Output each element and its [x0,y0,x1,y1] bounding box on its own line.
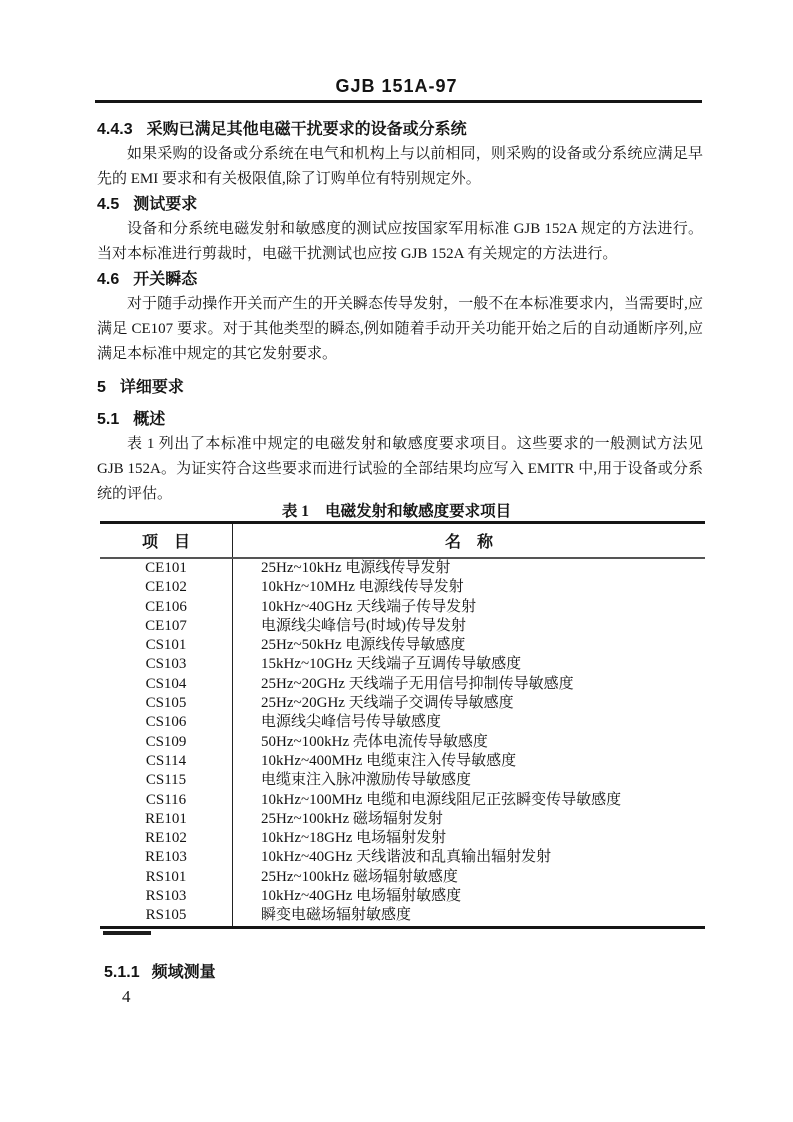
table-row [100,868,705,887]
table-bottom-rule-fragment [103,931,151,935]
section-heading-4-6 [97,267,703,292]
section-title: 采购已满足其他电磁干扰要求的设备或分系统 [146,121,467,138]
item-name-cell: 电缆束注入脉冲激励传导敏感度 [261,772,472,789]
table-row [100,636,705,655]
section-heading-5-1-1 [104,960,216,985]
item-code-cell: CS106 [100,713,233,732]
table-row [100,675,705,694]
item-name-cell: 25Hz~20GHz 天线端子无用信号抑制传导敏感度 [261,675,574,692]
item-name-cell: 15kHz~10GHz 天线端子互调传导敏感度 [261,656,522,673]
section-heading-5-1 [97,407,703,432]
item-name-cell: 10kHz~40GHz 天线谐波和乱真输出辐射发射 [261,849,552,866]
table-row [100,733,705,752]
item-name-cell: 10kHz~100MHz 电缆和电源线阻尼正弦瞬变传导敏感度 [261,791,622,808]
table-caption-text: 电磁发射和敏感度要求项目 [325,503,512,520]
item-name-cell: 瞬变电磁场辐射敏感度 [261,907,412,924]
section-number: 4.6 [97,271,120,288]
item-name-cell: 25Hz~20GHz 天线端子交调传导敏感度 [261,695,514,712]
item-name-cell: 10kHz~40GHz 电场辐射敏感度 [261,888,462,905]
item-code-cell: CE107 [100,617,233,636]
table-body [100,558,705,927]
item-code-cell: RS101 [100,868,233,887]
table-caption-label: 表 1 [281,503,310,520]
requirements-table-wrap [100,521,705,929]
paragraph-4-5: 设备和分系统电磁发射和敏感度的测试应按国家军用标准 GJB 152A 规定的方法进行。当对本标准进行剪裁时，电磁干扰测试也应按 GJB 152A 有关规定的方法进行。 [97,221,703,262]
table-row [100,655,705,674]
table-row [100,906,705,927]
item-name-cell: 25Hz~10kHz 电源线传导发射 [261,560,451,576]
table-row [100,791,705,810]
table-caption [0,499,793,521]
doc-code: GJB 151A-97 [335,76,458,96]
document-body [97,117,703,507]
table-row [100,810,705,829]
table-row [100,713,705,732]
item-name-cell: 25Hz~100kHz 磁场辐射发射 [261,810,443,827]
table-row [100,578,705,597]
item-code-cell: CS114 [100,752,233,771]
item-name-cell: 电源线尖峰信号传导敏感度 [261,714,442,731]
item-code-cell: RE103 [100,848,233,867]
table-row [100,752,705,771]
section-heading-4-4-3 [97,117,703,142]
item-code-cell: CS101 [100,636,233,655]
item-name-cell: 10kHz~10MHz 电源线传导发射 [261,579,464,596]
table-header-item: 项 目 [100,523,233,559]
table-row [100,771,705,790]
item-code-cell: CS115 [100,771,233,790]
section-number: 4.5 [97,196,120,213]
section-number: 4.4.3 [97,121,133,138]
section-title: 测试要求 [133,196,198,213]
table-header-name: 名 称 [233,523,706,559]
page-number: 4 [122,987,131,1006]
paragraph-5-1: 表 1 列出了本标准中规定的电磁发射和敏感度要求项目。这些要求的一般测试方法见 GJB 152A。为证实符合这些要求而进行试验的全部结果均应写入 EMITR 中,用于设备或分系统的评估。 [97,436,703,502]
item-name-cell: 10kHz~40GHz 天线端子传导发射 [261,598,477,615]
item-name-cell: 10kHz~18GHz 电场辐射发射 [261,830,447,847]
item-code-cell: CE102 [100,578,233,597]
section-title: 详细要求 [119,379,184,396]
item-code-cell: CE106 [100,598,233,617]
section-title: 开关瞬态 [133,271,198,288]
item-name-cell: 电源线尖峰信号(时域)传导发射 [261,617,466,634]
section-number: 5.1 [97,411,120,428]
paragraph-4-4-3: 如果采购的设备或分系统在电气和机构上与以前相同，则采购的设备或分系统应满足早先的 EMI 要求和有关极限值,除了订购单位有特别规定外。 [97,146,703,187]
item-code-cell: RS105 [100,906,233,927]
section-heading-4-5 [97,192,703,217]
paragraph-4-6: 对于随手动操作开关而产生的开关瞬态传导发射，一般不在本标准要求内，当需要时,应满足 CE107 要求。对于其他类型的瞬态,例如随着手动开关功能开始之后的自动通断序列,应满足本标准中规定的其它发射要求。 [97,296,703,362]
table-row [100,598,705,617]
item-code-cell: CS105 [100,694,233,713]
section-number: 5 [97,379,106,396]
table-header-row [100,523,705,559]
section-heading-5 [97,375,703,400]
item-code-cell: RE101 [100,810,233,829]
item-name-cell: 25Hz~50kHz 电源线传导敏感度 [261,637,466,654]
item-code-cell: CE101 [100,558,233,578]
table-row [100,848,705,867]
item-name-cell: 10kHz~400MHz 电缆束注入传导敏感度 [261,752,517,769]
table-row [100,887,705,906]
item-code-cell: CS103 [100,655,233,674]
table-row [100,829,705,848]
table-row [100,694,705,713]
item-code-cell: CS116 [100,791,233,810]
requirements-table [100,521,705,929]
item-code-cell: CS109 [100,733,233,752]
item-code-cell: CS104 [100,675,233,694]
section-title: 概述 [133,411,166,428]
item-name-cell: 50Hz~100kHz 壳体电流传导敏感度 [261,733,488,750]
header-rule [95,100,702,103]
section-number: 5.1.1 [104,964,140,981]
section-title: 频域测量 [151,964,216,981]
table-row [100,617,705,636]
item-code-cell: RE102 [100,829,233,848]
item-name-cell: 25Hz~100kHz 磁场辐射敏感度 [261,868,458,885]
item-code-cell: RS103 [100,887,233,906]
table-row [100,558,705,578]
